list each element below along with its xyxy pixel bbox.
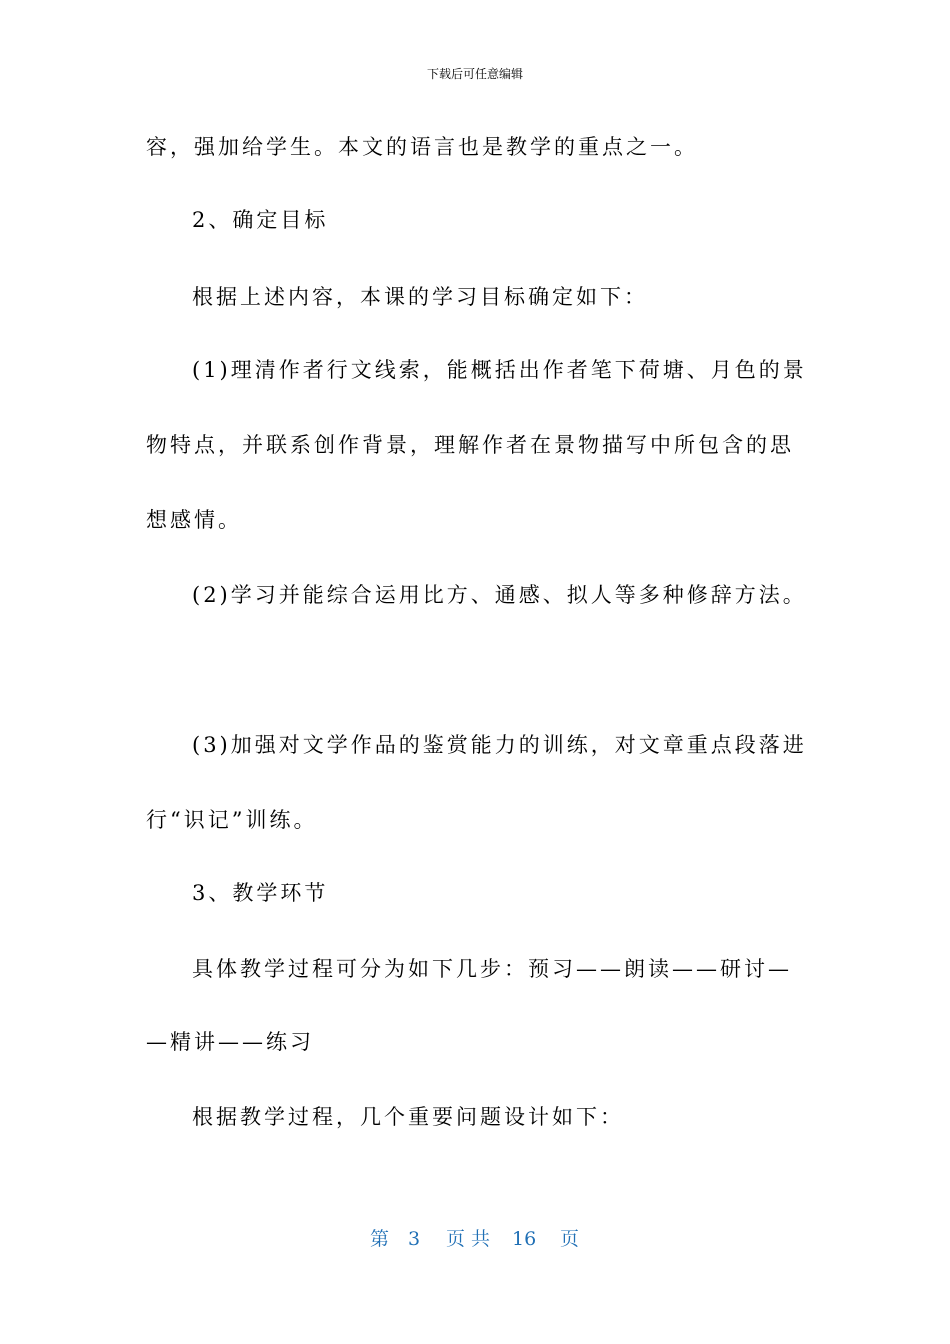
footer-page-suffix: 页 (560, 1228, 580, 1250)
footer-total-pages: 16 (512, 1228, 537, 1250)
text-line: 想感情。 (146, 508, 242, 532)
text-line: 根据上述内容，本课的学习目标确定如下： (192, 285, 648, 309)
text-line: 根据教学过程，几个重要问题设计如下： (192, 1105, 624, 1129)
text-line: (2)学习并能综合运用比方、通感、拟人等多种修辞方法。 (192, 583, 807, 607)
text-line: 行“识记”训练。 (146, 808, 318, 832)
text-line: —精讲——练习 (146, 1030, 314, 1054)
text-line: (1)理清作者行文线索，能概括出作者笔下荷塘、月色的景 (192, 358, 807, 382)
text-line: 物特点，并联系创作背景，理解作者在景物描写中所包含的思 (146, 433, 794, 457)
section-heading: 2、确定目标 (192, 208, 329, 232)
text-line: 具体教学过程可分为如下几步：预习——朗读——研讨— (192, 957, 792, 981)
footer-total-prefix: 页 共 (446, 1228, 491, 1250)
text-line: (3)加强对文学作品的鉴赏能力的训练，对文章重点段落进 (192, 733, 807, 757)
text-line: 容，强加给学生。本文的语言也是教学的重点之一。 (146, 135, 698, 159)
footer-page-number: 3 (408, 1228, 421, 1250)
page-header: 下载后可任意编辑 (426, 67, 523, 81)
footer-page-prefix: 第 (370, 1228, 390, 1250)
section-heading: 3、教学环节 (192, 881, 329, 905)
